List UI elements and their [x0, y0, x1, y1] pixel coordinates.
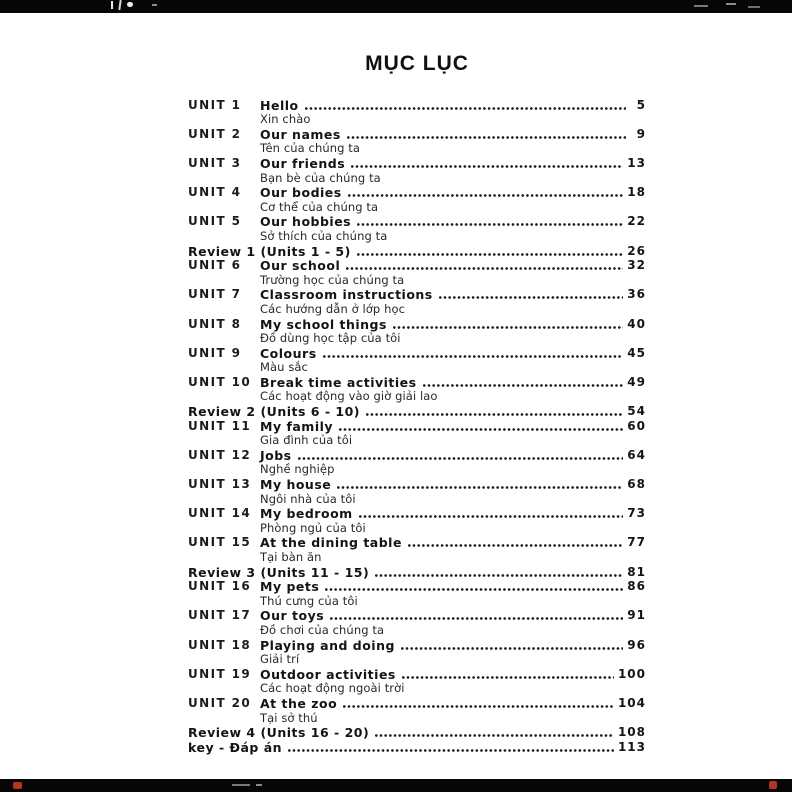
unit-title: At the dining table [260, 535, 402, 551]
unit-number-label: UNIT 20 [188, 695, 252, 710]
toc-entry-row [188, 214, 646, 229]
toc-entry-row [188, 185, 646, 200]
unit-number-label: UNIT 4 [188, 185, 242, 200]
unit-number-label: UNIT 17 [188, 608, 252, 623]
unit-subtitle-vietnamese: Tên của chúng ta [260, 141, 361, 156]
toc-entry-row [188, 155, 646, 170]
toc-review-row [188, 243, 646, 258]
registration-mark [232, 784, 250, 786]
dot-leader [351, 165, 623, 168]
page-number: 96 [627, 637, 646, 652]
dot-leader [305, 107, 626, 110]
registration-mark [111, 1, 113, 9]
page-number: 18 [627, 185, 646, 200]
page-number: 81 [627, 564, 646, 579]
unit-number-label: UNIT 8 [188, 316, 242, 331]
dot-leader [423, 384, 624, 387]
unit-title: Jobs [260, 447, 292, 463]
toc-entry-row [188, 579, 646, 594]
toc-entry-subtitle-row [188, 141, 646, 156]
unit-title: My family [260, 418, 334, 434]
toc-entry-row [188, 374, 646, 389]
unit-subtitle-vietnamese: Cơ thể của chúng ta [260, 199, 379, 214]
page-number: 49 [627, 374, 646, 389]
dot-leader [337, 486, 623, 489]
page-number: 100 [617, 666, 646, 681]
dot-leader [347, 136, 626, 139]
page-number: 36 [627, 287, 646, 302]
toc-entry-subtitle-row [188, 301, 646, 316]
unit-title: Break time activities [260, 374, 417, 390]
toc-entry-subtitle-row [188, 272, 646, 287]
unit-number-label: UNIT 15 [188, 535, 252, 550]
registration-mark [118, 0, 121, 10]
dot-leader [325, 588, 623, 591]
unit-number-label: UNIT 7 [188, 287, 242, 302]
registration-mark [748, 6, 760, 8]
review-title: Review 1 (Units 1 - 5) [188, 243, 351, 259]
unit-subtitle-vietnamese: Nghề nghiệp [260, 462, 335, 477]
unit-number-label: UNIT 10 [188, 374, 252, 389]
dot-leader [357, 223, 623, 226]
unit-number-label: UNIT 3 [188, 155, 242, 170]
page-number: 45 [627, 345, 646, 360]
unit-number-label: UNIT 13 [188, 477, 252, 492]
toc-review-row [188, 725, 646, 740]
toc-entry-row [188, 695, 646, 710]
unit-subtitle-vietnamese: Các hướng dẫn ở lớp học [260, 301, 406, 316]
registration-mark [726, 3, 736, 5]
unit-subtitle-vietnamese: Sở thích của chúng ta [260, 228, 388, 243]
dot-leader [366, 413, 623, 416]
dot-leader [402, 676, 614, 679]
dot-leader [298, 457, 624, 460]
photo-bottom-border [0, 779, 792, 792]
unit-number-label: UNIT 14 [188, 506, 252, 521]
registration-mark [127, 2, 133, 7]
toc-entry-row [188, 608, 646, 623]
registration-mark [694, 5, 708, 7]
toc-entry-row [188, 287, 646, 302]
toc-entry-row [188, 637, 646, 652]
unit-title: Our friends [260, 155, 346, 171]
toc-entry-subtitle-row [188, 520, 646, 535]
toc-entry-row [188, 447, 646, 462]
unit-subtitle-vietnamese: Đồ dùng học tập của tôi [260, 331, 401, 346]
unit-subtitle-vietnamese: Tại bàn ăn [260, 550, 322, 564]
unit-title: Our toys [260, 608, 325, 624]
review-title: Review 3 (Units 11 - 15) [188, 564, 370, 580]
unit-subtitle-vietnamese: Màu sắc [260, 360, 308, 375]
unit-title: Our school [260, 258, 341, 274]
toc-entry-subtitle-row [188, 710, 646, 725]
toc-entry-subtitle-row [188, 433, 646, 448]
page-number: 13 [627, 155, 646, 170]
page-number: 60 [627, 418, 646, 433]
review-title: Review 2 (Units 6 - 10) [188, 404, 360, 420]
page-number: 77 [627, 535, 646, 550]
dot-leader [330, 617, 623, 620]
dot-leader [375, 574, 623, 577]
unit-number-label: UNIT 2 [188, 126, 242, 141]
unit-number-label: UNIT 12 [188, 447, 252, 462]
review-title: Review 4 (Units 16 - 20) [188, 725, 370, 741]
dot-leader [346, 267, 623, 270]
page-number: 5 [636, 97, 646, 112]
toc-entry-row [188, 535, 646, 550]
unit-title: My school things [260, 316, 387, 332]
dot-leader [339, 428, 623, 431]
unit-subtitle-vietnamese: Ngôi nhà của tôi [260, 491, 356, 506]
corner-mark-red [13, 782, 22, 789]
unit-number-label: UNIT 16 [188, 579, 252, 594]
toc-entry-row [188, 418, 646, 433]
dot-leader [357, 253, 624, 256]
toc-entry-subtitle-row [188, 652, 646, 667]
toc-entry-subtitle-row [188, 462, 646, 477]
unit-subtitle-vietnamese: Đồ chơi của chúng ta [260, 622, 385, 637]
dot-leader [348, 194, 624, 197]
answer-key-title: key - Đáp án [188, 739, 283, 755]
toc-entry-row [188, 506, 646, 521]
unit-title: Our names [260, 126, 341, 142]
unit-title: Our bodies [260, 185, 342, 201]
unit-subtitle-vietnamese: Thú cưng của tôi [260, 593, 358, 608]
toc-key-row [188, 739, 646, 754]
page-number: 86 [627, 579, 646, 594]
unit-title: My house [260, 477, 332, 493]
unit-number-label: UNIT 19 [188, 666, 252, 681]
unit-title: Playing and doing [260, 637, 395, 653]
toc-entry-subtitle-row [188, 199, 646, 214]
dot-leader [323, 355, 624, 358]
dot-leader [375, 734, 614, 737]
unit-number-label: UNIT 1 [188, 97, 242, 112]
toc-entry-subtitle-row [188, 331, 646, 346]
unit-title: At the zoo [260, 695, 338, 711]
toc-entry-row [188, 666, 646, 681]
unit-title: Hello [260, 97, 299, 113]
page-number: 54 [627, 404, 646, 419]
toc-entry-subtitle-row [188, 622, 646, 637]
unit-number-label: UNIT 5 [188, 214, 242, 229]
dot-leader [408, 544, 623, 547]
toc-entry-row [188, 316, 646, 331]
unit-number-label: UNIT 18 [188, 637, 252, 652]
dot-leader [401, 647, 623, 650]
table-of-contents [188, 97, 646, 754]
page-number: 73 [627, 506, 646, 521]
unit-subtitle-vietnamese: Xin chào [260, 112, 311, 127]
corner-mark-red [769, 781, 777, 789]
unit-subtitle-vietnamese: Phòng ngủ của tôi [260, 520, 366, 535]
page-number: 91 [627, 608, 646, 623]
dot-leader [343, 705, 614, 708]
toc-entry-subtitle-row [188, 491, 646, 506]
unit-title: Classroom instructions [260, 287, 433, 303]
dot-leader [359, 515, 624, 518]
unit-subtitle-vietnamese: Bạn bè của chúng ta [260, 170, 381, 185]
unit-subtitle-vietnamese: Trường học của chúng ta [260, 272, 405, 287]
page-number: 32 [627, 258, 646, 273]
unit-title: Our hobbies [260, 214, 352, 230]
page-number: 113 [617, 739, 646, 754]
toc-entry-subtitle-row [188, 389, 646, 404]
page-number: 68 [627, 477, 646, 492]
dot-leader [393, 326, 623, 329]
registration-mark [152, 4, 157, 6]
toc-entry-row [188, 345, 646, 360]
unit-subtitle-vietnamese: Các hoạt động vào giờ giải lao [260, 389, 438, 404]
page-number: 104 [617, 695, 646, 710]
page-number: 26 [627, 243, 646, 258]
unit-subtitle-vietnamese: Tại sở thú [260, 710, 318, 725]
toc-entry-subtitle-row [188, 360, 646, 375]
unit-subtitle-vietnamese: Các hoạt động ngoài trời [260, 681, 405, 696]
dot-leader [439, 296, 624, 299]
toc-entry-row [188, 97, 646, 112]
toc-entry-subtitle-row [188, 170, 646, 185]
toc-entry-row [188, 126, 646, 141]
page-title: MỤC LỤC [365, 52, 469, 75]
unit-title: My bedroom [260, 506, 353, 522]
toc-review-row [188, 564, 646, 579]
unit-title: Outdoor activities [260, 666, 396, 682]
page-number: 9 [636, 126, 646, 141]
unit-subtitle-vietnamese: Gia đình của tôi [260, 433, 353, 448]
page-number: 64 [627, 447, 646, 462]
toc-entry-subtitle-row [188, 593, 646, 608]
toc-entry-row [188, 476, 646, 491]
toc-entry-subtitle-row [188, 228, 646, 243]
unit-number-label: UNIT 9 [188, 345, 242, 360]
page-number: 40 [627, 316, 646, 331]
toc-entry-subtitle-row [188, 112, 646, 127]
registration-mark [256, 784, 262, 786]
photo-top-border [0, 0, 792, 13]
unit-subtitle-vietnamese: Giải trí [260, 652, 300, 667]
toc-entry-subtitle-row [188, 681, 646, 696]
dot-leader [288, 749, 614, 752]
page-number: 108 [617, 725, 646, 740]
toc-entry-subtitle-row [188, 549, 646, 564]
toc-review-row [188, 403, 646, 418]
page-number: 22 [627, 214, 646, 229]
unit-number-label: UNIT 11 [188, 418, 252, 433]
unit-number-label: UNIT 6 [188, 258, 242, 273]
unit-title: My pets [260, 579, 320, 595]
toc-entry-row [188, 258, 646, 273]
unit-title: Colours [260, 345, 317, 361]
